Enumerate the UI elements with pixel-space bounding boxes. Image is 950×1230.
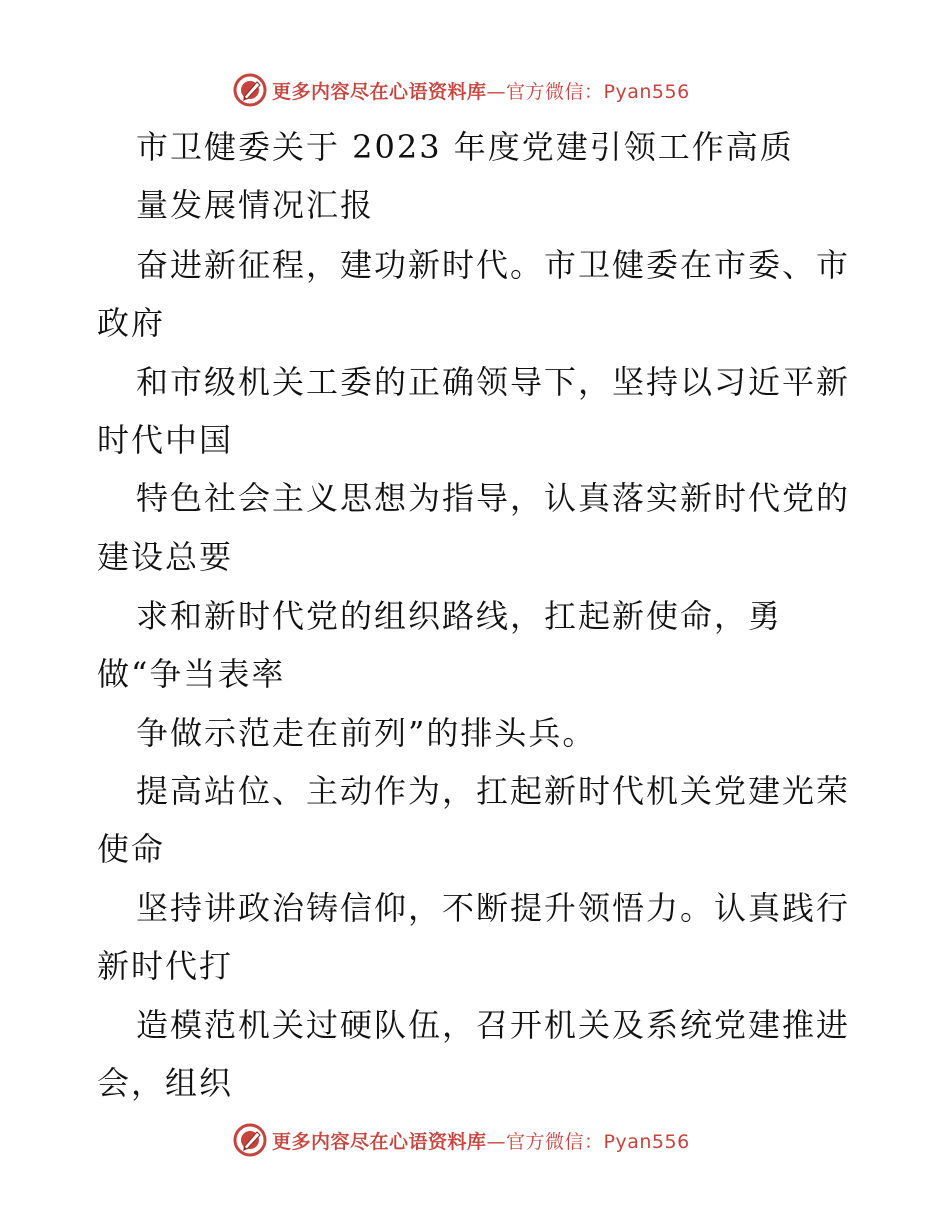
paragraph-line: 做“争当表率 <box>97 655 286 693</box>
banner-dash: — <box>486 80 507 103</box>
paragraph-line: 时代中国 <box>97 421 234 459</box>
banner-wechat-text: 官方微信：Pyan556 <box>506 1130 690 1153</box>
paragraph-line: 会，组织 <box>97 1064 234 1102</box>
banner-wechat-text: 官方微信：Pyan556 <box>506 80 690 103</box>
banner-library-text: 更多内容尽在心语资料库 <box>272 80 487 103</box>
header-watermark-banner <box>232 70 690 110</box>
banner-text <box>272 77 690 104</box>
banner-library-text: 更多内容尽在心语资料库 <box>272 1130 487 1153</box>
paragraph-line: 造模范机关过硬队伍，召开机关及系统党建推进 <box>136 1006 851 1044</box>
pen-logo-icon <box>232 1122 268 1158</box>
banner-text <box>272 1127 690 1154</box>
paragraph-line: 特色社会主义思想为指导，认真落实新时代党的 <box>136 479 851 517</box>
footer-watermark-banner <box>232 1120 690 1160</box>
paragraph-line: 政府 <box>97 304 166 342</box>
title-line-2: 量发展情况汇报 <box>136 186 375 224</box>
pen-logo-icon <box>232 72 268 108</box>
title-line-1: 市卫健委关于 2023 年度党建引领工作高质 <box>136 128 794 166</box>
paragraph-line: 求和新时代党的组织路线，扛起新使命，勇 <box>136 597 783 635</box>
paragraph-line: 提高站位、主动作为，扛起新时代机关党建光荣 <box>136 772 851 810</box>
paragraph-line: 奋进新征程，建功新时代。市卫健委在市委、市 <box>136 246 851 284</box>
paragraph-line: 新时代打 <box>97 947 234 985</box>
paragraph-line: 使命 <box>97 830 166 868</box>
paragraph-line: 和市级机关工委的正确领导下，坚持以习近平新 <box>136 363 851 401</box>
paragraph-line: 坚持讲政治铸信仰，不断提升领悟力。认真践行 <box>136 889 851 927</box>
banner-dash: — <box>486 1130 507 1153</box>
paragraph-line: 争做示范走在前列”的排头兵。 <box>136 714 597 752</box>
paragraph-line: 建设总要 <box>97 538 234 576</box>
